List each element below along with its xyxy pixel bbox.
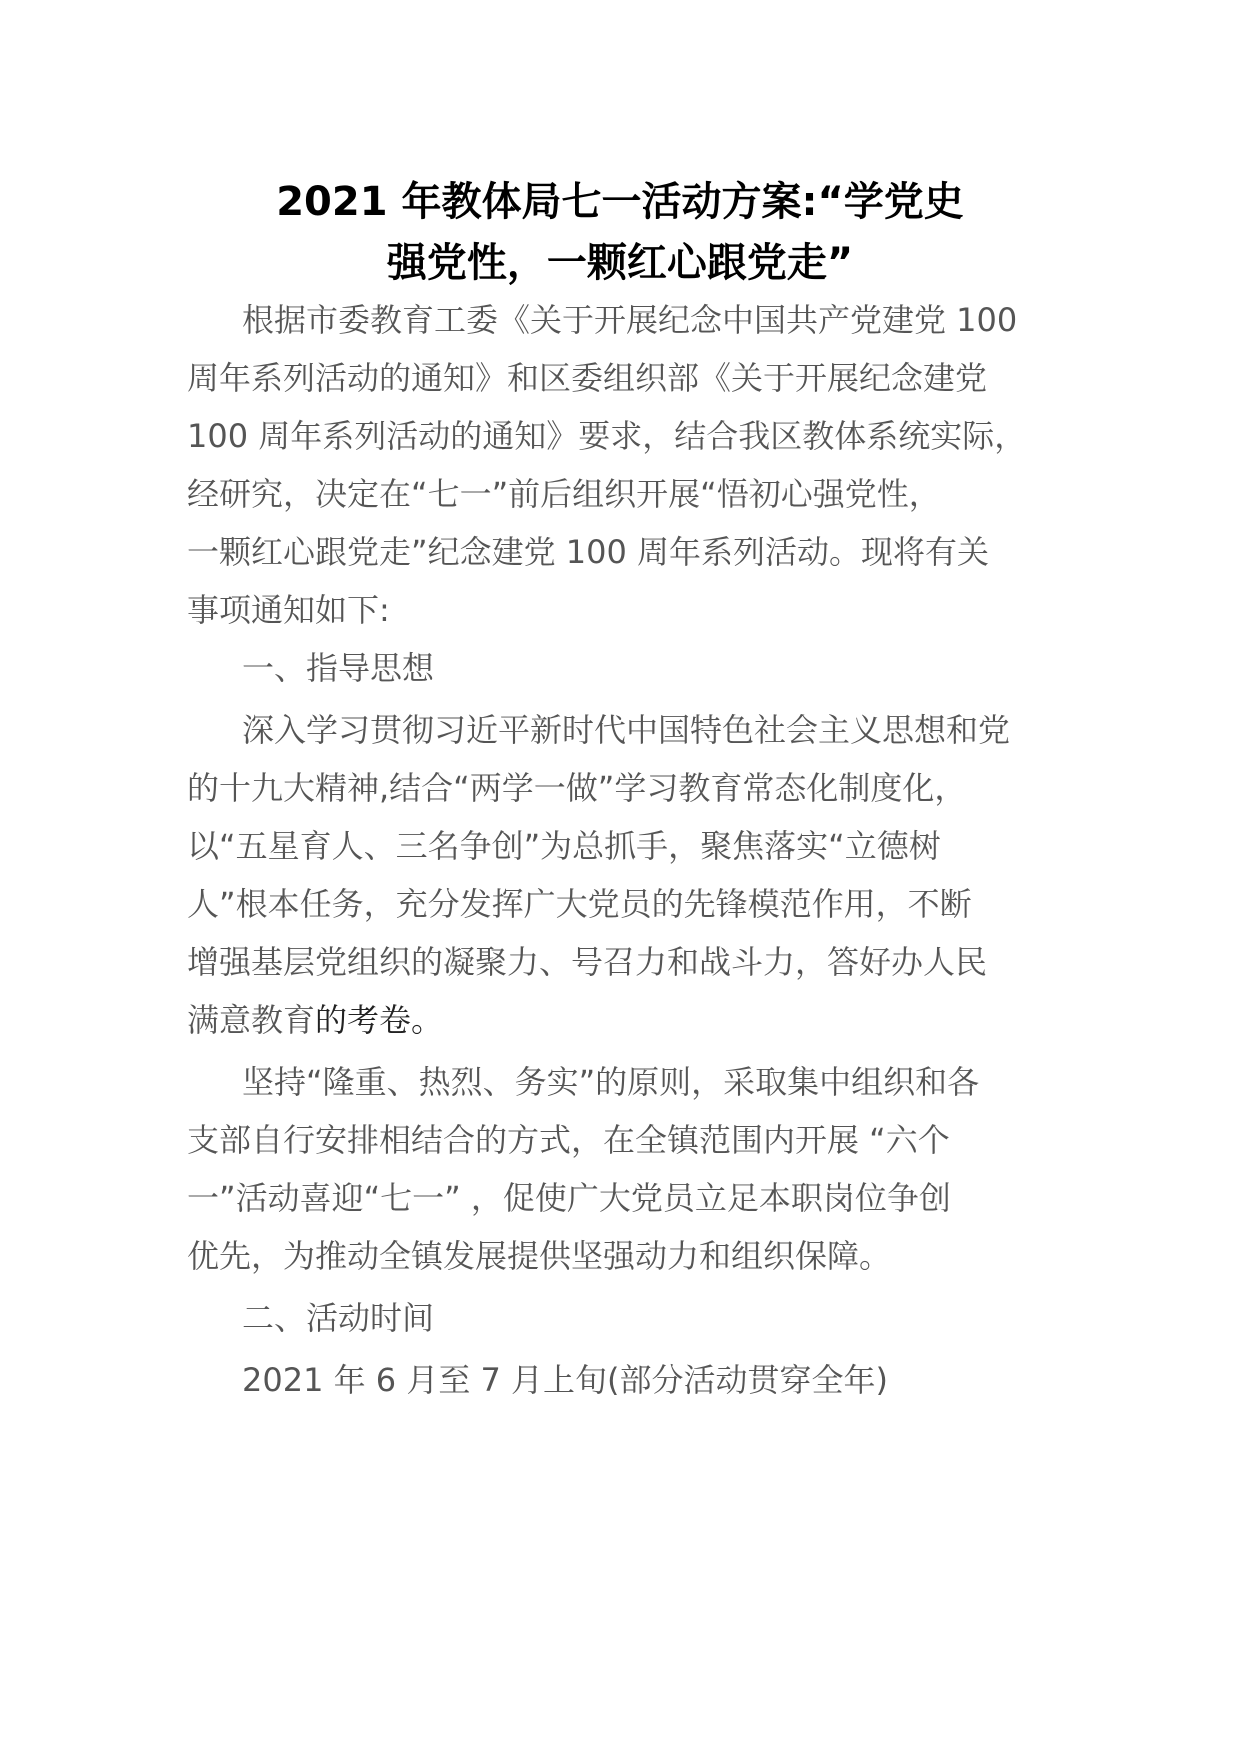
body-line-5: 一颗红心跟党走”纪念建党 100 周年系列活动。现将有关 bbox=[187, 533, 990, 571]
body-line-4: 经研究，决定在“七一”前后组织开展“悟初心强党性， bbox=[187, 475, 941, 513]
section-heading-2: 二、活动时间 bbox=[242, 1299, 435, 1337]
body-line-12-part-2: 的考卷。 bbox=[315, 1001, 444, 1039]
body-line-7: 深入学习贯彻习近平新时代中国特色社会主义思想和党 bbox=[242, 711, 1011, 749]
body-line-12 bbox=[187, 1001, 444, 1039]
body-line-9: 以“五星育人、三名争创”为总抓手，聚焦落实“立德树 bbox=[187, 827, 941, 865]
body-line-3: 100 周年系列活动的通知》要求，结合我区教体系统实际， bbox=[187, 417, 1027, 455]
body-line-11: 增强基层党组织的凝聚力、号召力和战斗力，答好办人民 bbox=[187, 943, 988, 981]
section-heading-1: 一、指导思想 bbox=[242, 649, 435, 687]
body-line-1: 根据市委教育工委《关于开展纪念中国共产党建党 100 bbox=[242, 301, 1018, 339]
document-title-line-1: 2021 年教体局七一活动方案:“学党史 bbox=[276, 179, 964, 225]
document-title-line-2: 强党性，一颗红心跟党走” bbox=[386, 240, 854, 286]
body-line-15: 一”活动喜迎“七一” ，促使广大党员立足本职岗位争创 bbox=[187, 1179, 951, 1217]
body-line-14: 支部自行安排相结合的方式，在全镇范围内开展 “六个 bbox=[187, 1121, 950, 1159]
body-line-2: 周年系列活动的通知》和区委组织部《关于开展纪念建党 bbox=[187, 359, 988, 397]
body-line-13: 坚持“隆重、热烈、务实”的原则，采取集中组织和各 bbox=[242, 1063, 980, 1101]
body-line-6: 事项通知如下: bbox=[187, 591, 390, 629]
body-line-10: 人”根本任务，充分发挥广大党员的先锋模范作用，不断 bbox=[187, 885, 972, 923]
activity-time-line: 2021 年 6 月至 7 月上旬(部分活动贯穿全年) bbox=[242, 1361, 888, 1399]
body-line-8: 的十九大精神,结合“两学一做”学习教育常态化制度化， bbox=[187, 769, 967, 807]
body-line-12-part-1: 满意教育 bbox=[187, 1001, 316, 1039]
body-line-16: 优先，为推动全镇发展提供坚强动力和组织保障。 bbox=[187, 1237, 892, 1275]
